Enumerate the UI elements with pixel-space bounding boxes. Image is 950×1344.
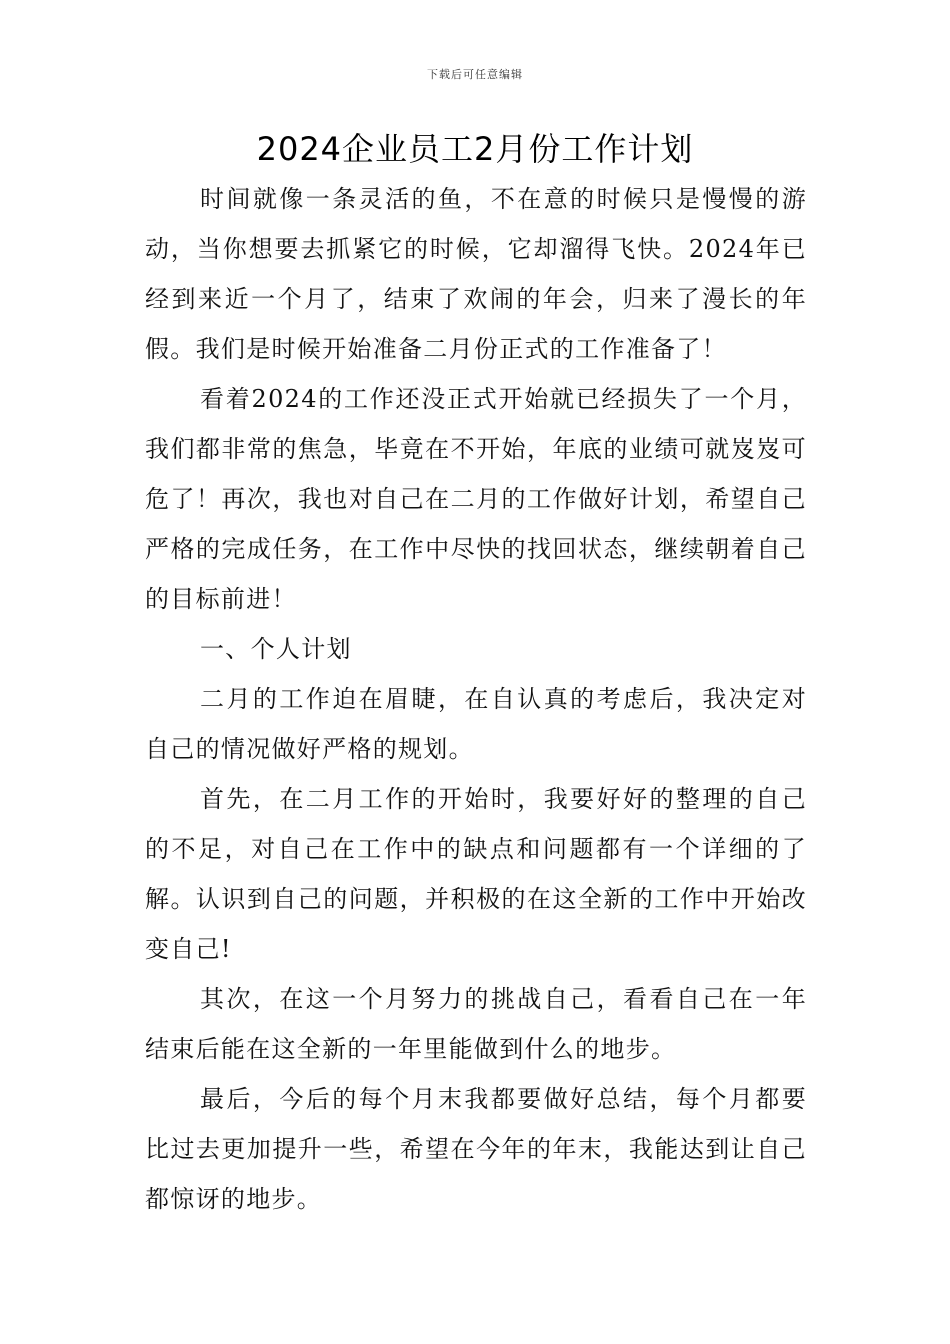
- section-heading-personal-plan: 一、个人计划: [200, 635, 352, 663]
- paragraph-first: 首先，在二月工作的开始时，我要好好的整理的自己的不足，对自己在工作中的缺点和问题都有一个详细的了解。认识到自己的问题，并积极的在这全新的工作中开始改变自己!: [145, 785, 807, 963]
- paragraph-plan-intro: 二月的工作迫在眉睫，在自认真的考虑后，我决定对自己的情况做好严格的规划。: [145, 685, 807, 763]
- document-body: [145, 174, 807, 1224]
- document-title: 2024企业员工2月份工作计划: [256, 130, 694, 168]
- paragraph-last: 最后，今后的每个月末我都要做好总结，每个月都要比过去更加提升一些，希望在今年的年末，我能达到让自己都惊讶的地步。: [145, 1085, 807, 1213]
- paragraph-intro: 时间就像一条灵活的鱼，不在意的时候只是慢慢的游动，当你想要去抓紧它的时候，它却溜得飞快。2024年已经到来近一个月了，结束了欢闹的年会，归来了漫长的年假。我们是时候开始准备二月份正式的工作准备了！: [145, 185, 807, 363]
- paragraph-second: 其次，在这一个月努力的挑战自己，看看自己在一年结束后能在这全新的一年里能做到什么的地步。: [145, 985, 807, 1063]
- paragraph-concern: 看着2024的工作还没正式开始就已经损失了一个月，我们都非常的焦急，毕竟在不开始，年底的业绩可就岌岌可危了！再次，我也对自己在二月的工作做好计划，希望自己严格的完成任务，在工作中尽快的找回状态，继续朝着自己的目标前进！: [145, 385, 807, 613]
- page-header-note: 下载后可任意编辑: [427, 68, 523, 81]
